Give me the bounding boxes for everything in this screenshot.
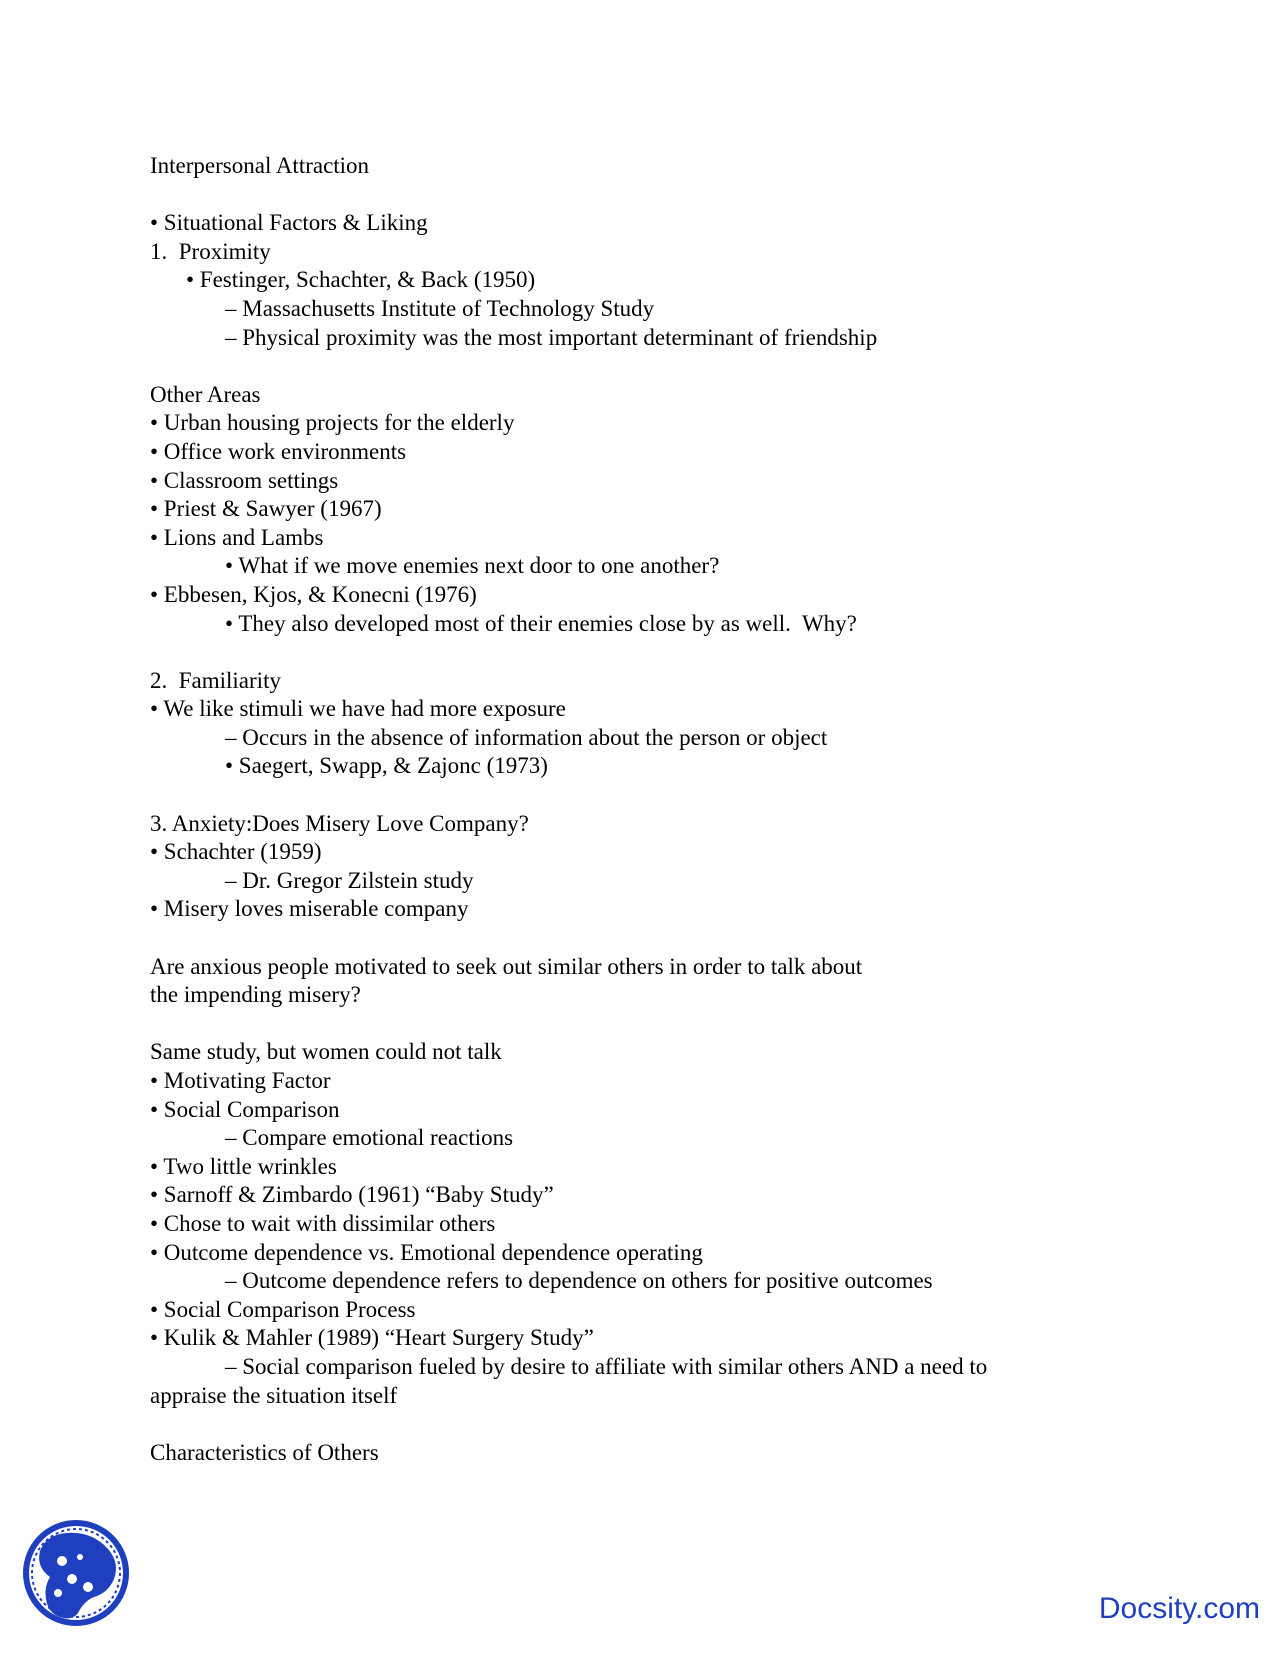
- document-line: – Physical proximity was the most important determinant of friendship: [225, 324, 878, 350]
- document-line: • Schachter (1959): [150, 839, 322, 865]
- document-line: • Festinger, Schachter, & Back (1950): [186, 267, 536, 293]
- document-line: Are anxious people motivated to seek out similar others in order to talk about: [150, 953, 863, 979]
- blank-line: [150, 638, 1150, 667]
- document-line: • Priest & Sawyer (1967): [150, 496, 382, 522]
- document-line: • Two little wrinkles: [150, 1153, 337, 1179]
- blank-line: [150, 352, 1150, 381]
- document-line: • Kulik & Mahler (1989) “Heart Surgery Study”: [150, 1325, 594, 1351]
- document-line: • They also developed most of their enemies close by as well. Why?: [225, 610, 857, 636]
- document-line: appraise the situation itself: [150, 1382, 398, 1408]
- document-line: • Sarnoff & Zimbardo (1961) “Baby Study”: [150, 1182, 554, 1208]
- document-line: • We like stimuli we have had more exposure: [150, 696, 566, 722]
- document-line: • Lions and Lambs: [150, 524, 324, 550]
- document-line: • Social Comparison Process: [150, 1296, 416, 1322]
- document-line: – Social comparison fueled by desire to affiliate with similar others AND a need to: [225, 1353, 988, 1379]
- document-line: Same study, but women could not talk: [150, 1039, 502, 1065]
- document-line: 2. Familiarity: [150, 667, 281, 693]
- document-line: • Social Comparison: [150, 1096, 340, 1122]
- document-body: [150, 152, 1150, 1467]
- document-line: 1. Proximity: [150, 238, 271, 264]
- document-line: • Saegert, Swapp, & Zajonc (1973): [225, 753, 548, 779]
- docsity-brand-link[interactable]: Docsity.com: [1098, 1592, 1260, 1625]
- blank-line: [150, 1410, 1150, 1439]
- logo-graphic: [20, 1517, 132, 1629]
- document-line: Other Areas: [150, 381, 261, 407]
- blank-line: [150, 181, 1150, 210]
- docsity-logo-icon: [20, 1517, 132, 1629]
- document-line: – Dr. Gregor Zilstein study: [225, 867, 474, 893]
- document-line: • Ebbesen, Kjos, & Konecni (1976): [150, 581, 477, 607]
- document-line: • Motivating Factor: [150, 1068, 331, 1093]
- document-line: – Compare emotional reactions: [225, 1125, 514, 1151]
- document-line: – Massachusetts Institute of Technology Study: [225, 295, 655, 321]
- document-line: • Chose to wait with dissimilar others: [150, 1210, 496, 1236]
- document-line: – Outcome dependence refers to dependence on others for positive outcomes: [225, 1268, 933, 1294]
- document-line: Interpersonal Attraction: [150, 153, 370, 178]
- document-line: • Situational Factors & Liking: [150, 210, 428, 236]
- document-line: • Outcome dependence vs. Emotional dependence operating: [150, 1239, 703, 1265]
- document-line: • Office work environments: [150, 438, 407, 464]
- document-line: 3. Anxiety:Does Misery Love Company?: [150, 810, 529, 836]
- document-line: • Misery loves miserable company: [150, 896, 469, 922]
- blank-line: [150, 924, 1150, 953]
- document-line: • What if we move enemies next door to one another?: [225, 553, 720, 579]
- blank-line: [150, 1010, 1150, 1039]
- document-line: the impending misery?: [150, 982, 361, 1008]
- document-line: Characteristics of Others: [150, 1439, 379, 1465]
- blank-line: [150, 781, 1150, 810]
- document-line: • Classroom settings: [150, 467, 339, 493]
- document-line: – Occurs in the absence of information about the person or object: [225, 724, 828, 750]
- document-line: • Urban housing projects for the elderly: [150, 410, 515, 436]
